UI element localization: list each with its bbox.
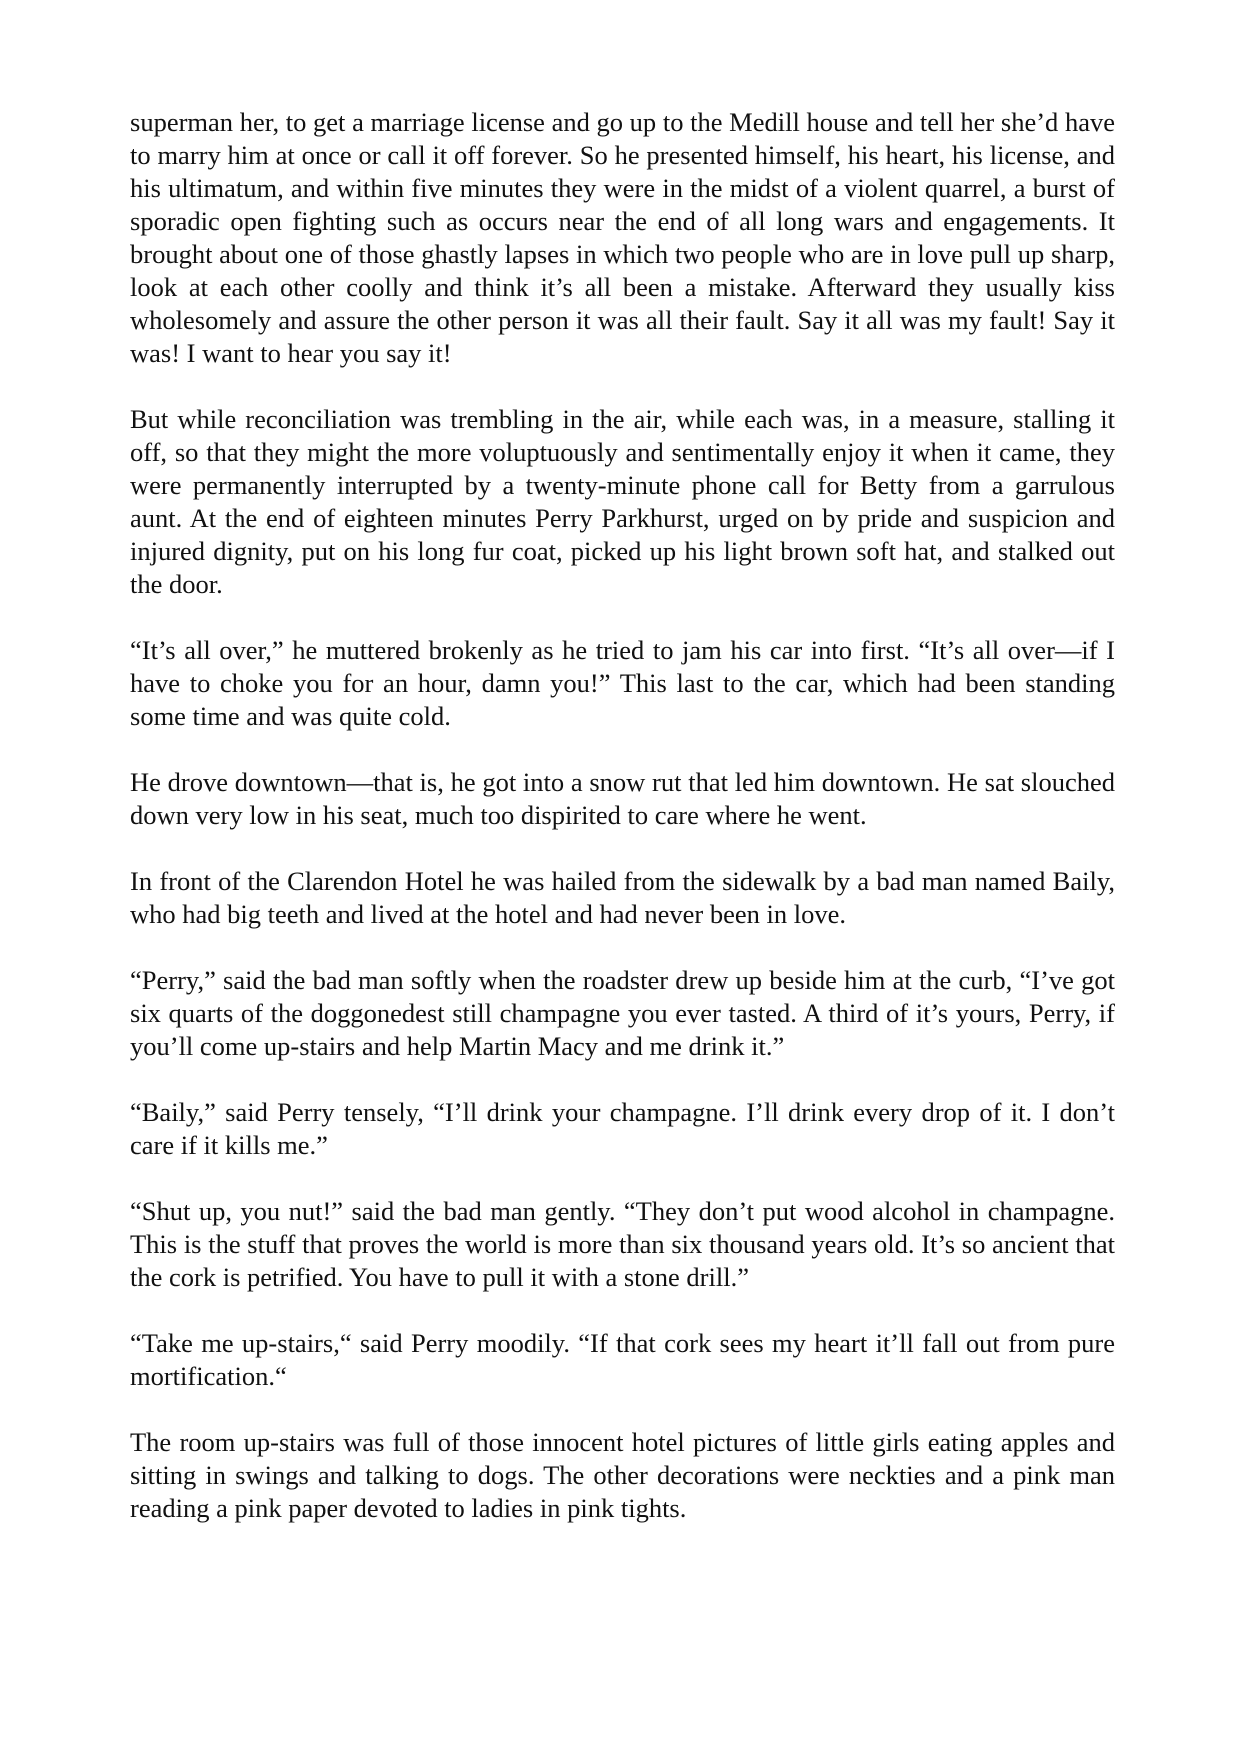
paragraph: “Baily,” said Perry tensely, “I’ll drink your champagne. I’ll drink every drop of it. I don’t care if it kills me.” bbox=[130, 1097, 1115, 1160]
paragraph: “Shut up, you nut!” said the bad man gently. “They don’t put wood alcohol in champagne. This is the stuff that proves the world is more than six thousand years old. It’s so ancient that the cork is petrified. You have to pull it with a stone drill.” bbox=[130, 1196, 1115, 1292]
document-page bbox=[130, 106, 1115, 1558]
paragraph: In front of the Clarendon Hotel he was hailed from the sidewalk by a bad man named Baily, who had big teeth and lived at the hotel and had never been in love. bbox=[130, 866, 1115, 929]
paragraph: He drove downtown—that is, he got into a snow rut that led him downtown. He sat slouched down very low in his seat, much too dispirited to care where he went. bbox=[130, 767, 1115, 830]
paragraph: The room up-stairs was full of those innocent hotel pictures of little girls eating apples and sitting in swings and talking to dogs. The other decorations were neckties and a pink man reading a pink paper devoted to ladies in pink tights. bbox=[130, 1427, 1115, 1523]
paragraph: “Take me up-stairs,“ said Perry moodily. “If that cork sees my heart it’ll fall out from pure mortification.“ bbox=[130, 1328, 1115, 1391]
paragraph: “Perry,” said the bad man softly when the roadster drew up beside him at the curb, “I’ve got six quarts of the doggonedest still champagne you ever tasted. A third of it’s yours, Perry, if you’ll come up-stairs and help Martin Macy and me drink it.” bbox=[130, 965, 1115, 1061]
paragraph: superman her, to get a marriage license and go up to the Medill house and tell her she’d have to marry him at once or call it off forever. So he presented himself, his heart, his license, and his ultimatum, and within five minutes they were in the midst of a violent quarrel, a burst of sporadic open fighting such as occurs near the end of all long wars and engagements. It brought about one of those ghastly lapses in which two people who are in love pull up sharp, look at each other coolly and think it’s all been a mistake. Afterward they usually kiss wholesomely and assure the other person it was all their fault. Say it all was my fault! Say it was! I want to hear you say it! bbox=[130, 107, 1115, 368]
paragraph: But while reconciliation was trembling in the air, while each was, in a measure, stalling it off, so that they might the more voluptuously and sentimentally enjoy it when it came, they were permanently interrupted by a twenty-minute phone call for Betty from a garrulous aunt. At the end of eighteen minutes Perry Parkhurst, urged on by pride and suspicion and injured dignity, put on his long fur coat, picked up his light brown soft hat, and stalked out the door. bbox=[130, 404, 1115, 599]
paragraph: “It’s all over,” he muttered brokenly as he tried to jam his car into first. “It’s all over—if I have to choke you for an hour, damn you!” This last to the car, which had been standing some time and was quite cold. bbox=[130, 635, 1115, 731]
